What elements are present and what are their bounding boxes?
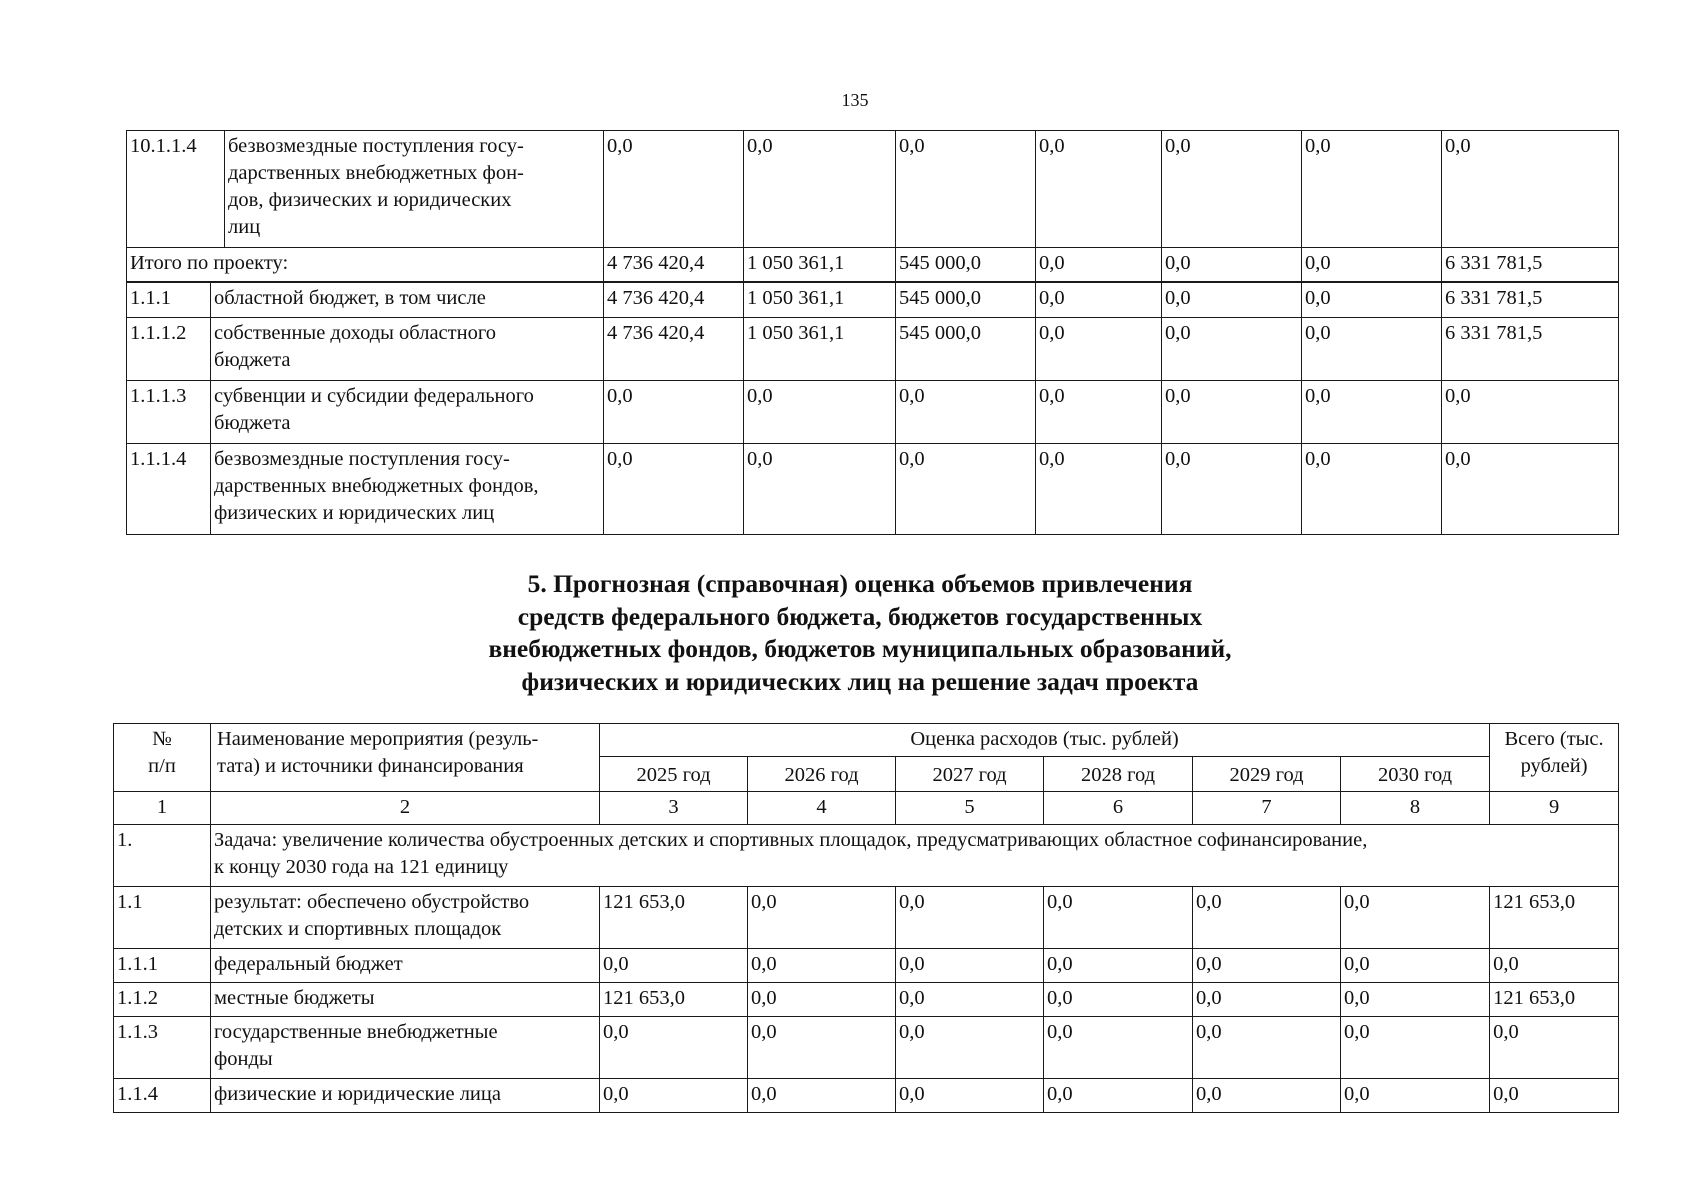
value-cell: 6 331 781,5: [1442, 248, 1619, 282]
value-cell: 0,0: [600, 1079, 748, 1113]
value-cell: 0,0: [1036, 444, 1162, 535]
value-cell: 0,0: [600, 1017, 748, 1079]
value-cell: 0,0: [1162, 131, 1302, 248]
column-number: 3: [600, 792, 748, 825]
value-cell: 0,0: [1036, 283, 1162, 318]
value-cell: 0,0: [1044, 1079, 1193, 1113]
table-row-total: [127, 248, 1619, 282]
value-cell: 0,0: [896, 444, 1036, 535]
value-cell: 0,0: [1341, 949, 1490, 983]
column-number: 8: [1341, 792, 1490, 825]
value-cell: 6 331 781,5: [1442, 318, 1619, 381]
row-name: областной бюджет, в том числе: [211, 283, 604, 318]
value-cell: 545 000,0: [896, 283, 1036, 318]
value-cell: 545 000,0: [896, 248, 1036, 282]
row-name: субвенции и субсидии федерального бюджета: [211, 381, 604, 444]
value-cell: 0,0: [896, 949, 1044, 983]
value-cell: 0,0: [604, 381, 744, 444]
row-name: государственные внебюджетные фонды: [211, 1017, 600, 1079]
value-cell: 0,0: [1490, 1079, 1619, 1113]
value-cell: 0,0: [1341, 887, 1490, 949]
value-cell: 0,0: [1044, 983, 1193, 1017]
table-row: [127, 283, 1619, 318]
value-cell: 0,0: [1442, 131, 1619, 248]
header-year: 2028 год: [1044, 757, 1193, 792]
row-name: безвозмездные поступления госу- дарственных внебюджетных фондов, физических и юридических лиц: [211, 444, 604, 535]
value-cell: 0,0: [744, 444, 896, 535]
column-number-row: [114, 792, 1619, 825]
value-cell: 0,0: [1036, 131, 1162, 248]
value-cell: 0,0: [748, 1079, 896, 1113]
row-code: 1.1.1.4: [127, 444, 211, 535]
column-number: 1: [114, 792, 211, 825]
value-cell: 6 331 781,5: [1442, 283, 1619, 318]
row-name: федеральный бюджет: [211, 949, 600, 983]
value-cell: 0,0: [896, 887, 1044, 949]
header-year: 2030 год: [1341, 757, 1490, 792]
value-cell: 0,0: [896, 1017, 1044, 1079]
value-cell: 0,0: [896, 983, 1044, 1017]
value-cell: 0,0: [1442, 444, 1619, 535]
value-cell: 0,0: [748, 887, 896, 949]
column-number: 7: [1193, 792, 1341, 825]
header-year: 2026 год: [748, 757, 896, 792]
row-code: 10.1.1.4: [127, 131, 225, 248]
row-code: 1.1.1.3: [127, 381, 211, 444]
value-cell: 0,0: [1162, 248, 1302, 282]
value-cell: 121 653,0: [600, 983, 748, 1017]
value-cell: 0,0: [604, 444, 744, 535]
header-total: Всего (тыс. рублей): [1490, 724, 1619, 792]
header-name: Наименование мероприятия (резуль- тата) и источники финансирования: [211, 724, 600, 792]
funding-table-continuation: [126, 130, 1619, 282]
value-cell: 0,0: [1044, 949, 1193, 983]
value-cell: 0,0: [1162, 318, 1302, 381]
value-cell: 0,0: [1302, 381, 1442, 444]
value-cell: 1 050 361,1: [744, 318, 896, 381]
value-cell: 4 736 420,4: [604, 318, 744, 381]
value-cell: 0,0: [1302, 444, 1442, 535]
table-row: [127, 318, 1619, 381]
value-cell: 0,0: [1036, 381, 1162, 444]
value-cell: 0,0: [1162, 283, 1302, 318]
forecast-table: [113, 723, 1619, 1113]
header-year: 2029 год: [1193, 757, 1341, 792]
value-cell: 4 736 420,4: [604, 248, 744, 282]
value-cell: 0,0: [1162, 381, 1302, 444]
table-row: [127, 444, 1619, 535]
column-number: 5: [896, 792, 1044, 825]
value-cell: 4 736 420,4: [604, 283, 744, 318]
value-cell: 0,0: [604, 131, 744, 248]
row-name: собственные доходы областного бюджета: [211, 318, 604, 381]
value-cell: 0,0: [1302, 283, 1442, 318]
section-title: 5. Прогнозная (справочная) оценка объемов привлечения средств федерального бюджета, бюджетов государственных внебюджетных фондов, бюджетов муниципальных образований, физических и юридических лиц на решение задач проекта: [488, 569, 1232, 696]
value-cell: 0,0: [744, 381, 896, 444]
table-row: [114, 1079, 1619, 1113]
value-cell: 1 050 361,1: [744, 248, 896, 282]
value-cell: 0,0: [1193, 983, 1341, 1017]
value-cell: 0,0: [1302, 318, 1442, 381]
page-number: 135: [841, 90, 869, 110]
row-name: местные бюджеты: [211, 983, 600, 1017]
column-number: 9: [1490, 792, 1619, 825]
value-cell: 0,0: [1044, 1017, 1193, 1079]
header-row: [114, 724, 1619, 757]
task-row: [114, 825, 1619, 887]
table-row: [114, 949, 1619, 983]
value-cell: 121 653,0: [1490, 887, 1619, 949]
task-text: Задача: увеличение количества обустроенных детских и спортивных площадок, предусматривающих областное софинансирование, к концу 2030 года на 121 единицу: [211, 825, 1619, 887]
table-row: [127, 131, 1619, 248]
value-cell: 0,0: [748, 1017, 896, 1079]
table-row: [114, 983, 1619, 1017]
row-code: 1.1.3: [114, 1017, 211, 1079]
value-cell: 0,0: [1193, 1017, 1341, 1079]
value-cell: 0,0: [1036, 318, 1162, 381]
value-cell: 121 653,0: [600, 887, 748, 949]
header-year: 2025 год: [600, 757, 748, 792]
table-row: [114, 1017, 1619, 1079]
value-cell: 0,0: [748, 949, 896, 983]
value-cell: 545 000,0: [896, 318, 1036, 381]
row-code: 1.1.1: [114, 949, 211, 983]
row-code: 1.1.1.2: [127, 318, 211, 381]
value-cell: 0,0: [1302, 248, 1442, 282]
column-number: 4: [748, 792, 896, 825]
value-cell: 0,0: [1193, 887, 1341, 949]
row-code: 1.1.4: [114, 1079, 211, 1113]
value-cell: 0,0: [1193, 949, 1341, 983]
header-year: 2027 год: [896, 757, 1044, 792]
column-number: 2: [211, 792, 600, 825]
value-cell: 0,0: [896, 131, 1036, 248]
value-cell: 0,0: [1302, 131, 1442, 248]
value-cell: 0,0: [896, 381, 1036, 444]
value-cell: 121 653,0: [1490, 983, 1619, 1017]
row-name: результат: обеспечено обустройство детских и спортивных площадок: [211, 887, 600, 949]
row-name: безвозмездные поступления госу- дарственных внебюджетных фон- дов, физических и юридических лиц: [225, 131, 604, 248]
value-cell: 0,0: [896, 1079, 1044, 1113]
table-row: [127, 381, 1619, 444]
value-cell: 0,0: [1341, 983, 1490, 1017]
value-cell: 0,0: [1341, 1079, 1490, 1113]
table-row: [114, 887, 1619, 949]
header-estimate: Оценка расходов (тыс. рублей): [600, 724, 1490, 757]
row-code: 1.1.1: [127, 283, 211, 318]
value-cell: 0,0: [600, 949, 748, 983]
value-cell: 0,0: [1490, 1017, 1619, 1079]
value-cell: 0,0: [748, 983, 896, 1017]
column-number: 6: [1044, 792, 1193, 825]
total-label: Итого по проекту:: [127, 248, 604, 282]
task-code: 1.: [114, 825, 211, 887]
value-cell: 0,0: [1442, 381, 1619, 444]
value-cell: 1 050 361,1: [744, 283, 896, 318]
header-number: № п/п: [114, 724, 211, 792]
value-cell: 0,0: [1036, 248, 1162, 282]
funding-table-sources: [126, 282, 1619, 535]
value-cell: 0,0: [1044, 887, 1193, 949]
row-code: 1.1: [114, 887, 211, 949]
value-cell: 0,0: [1341, 1017, 1490, 1079]
row-name: физические и юридические лица: [211, 1079, 600, 1113]
value-cell: 0,0: [1490, 949, 1619, 983]
value-cell: 0,0: [1193, 1079, 1341, 1113]
value-cell: 0,0: [744, 131, 896, 248]
value-cell: 0,0: [1162, 444, 1302, 535]
row-code: 1.1.2: [114, 983, 211, 1017]
